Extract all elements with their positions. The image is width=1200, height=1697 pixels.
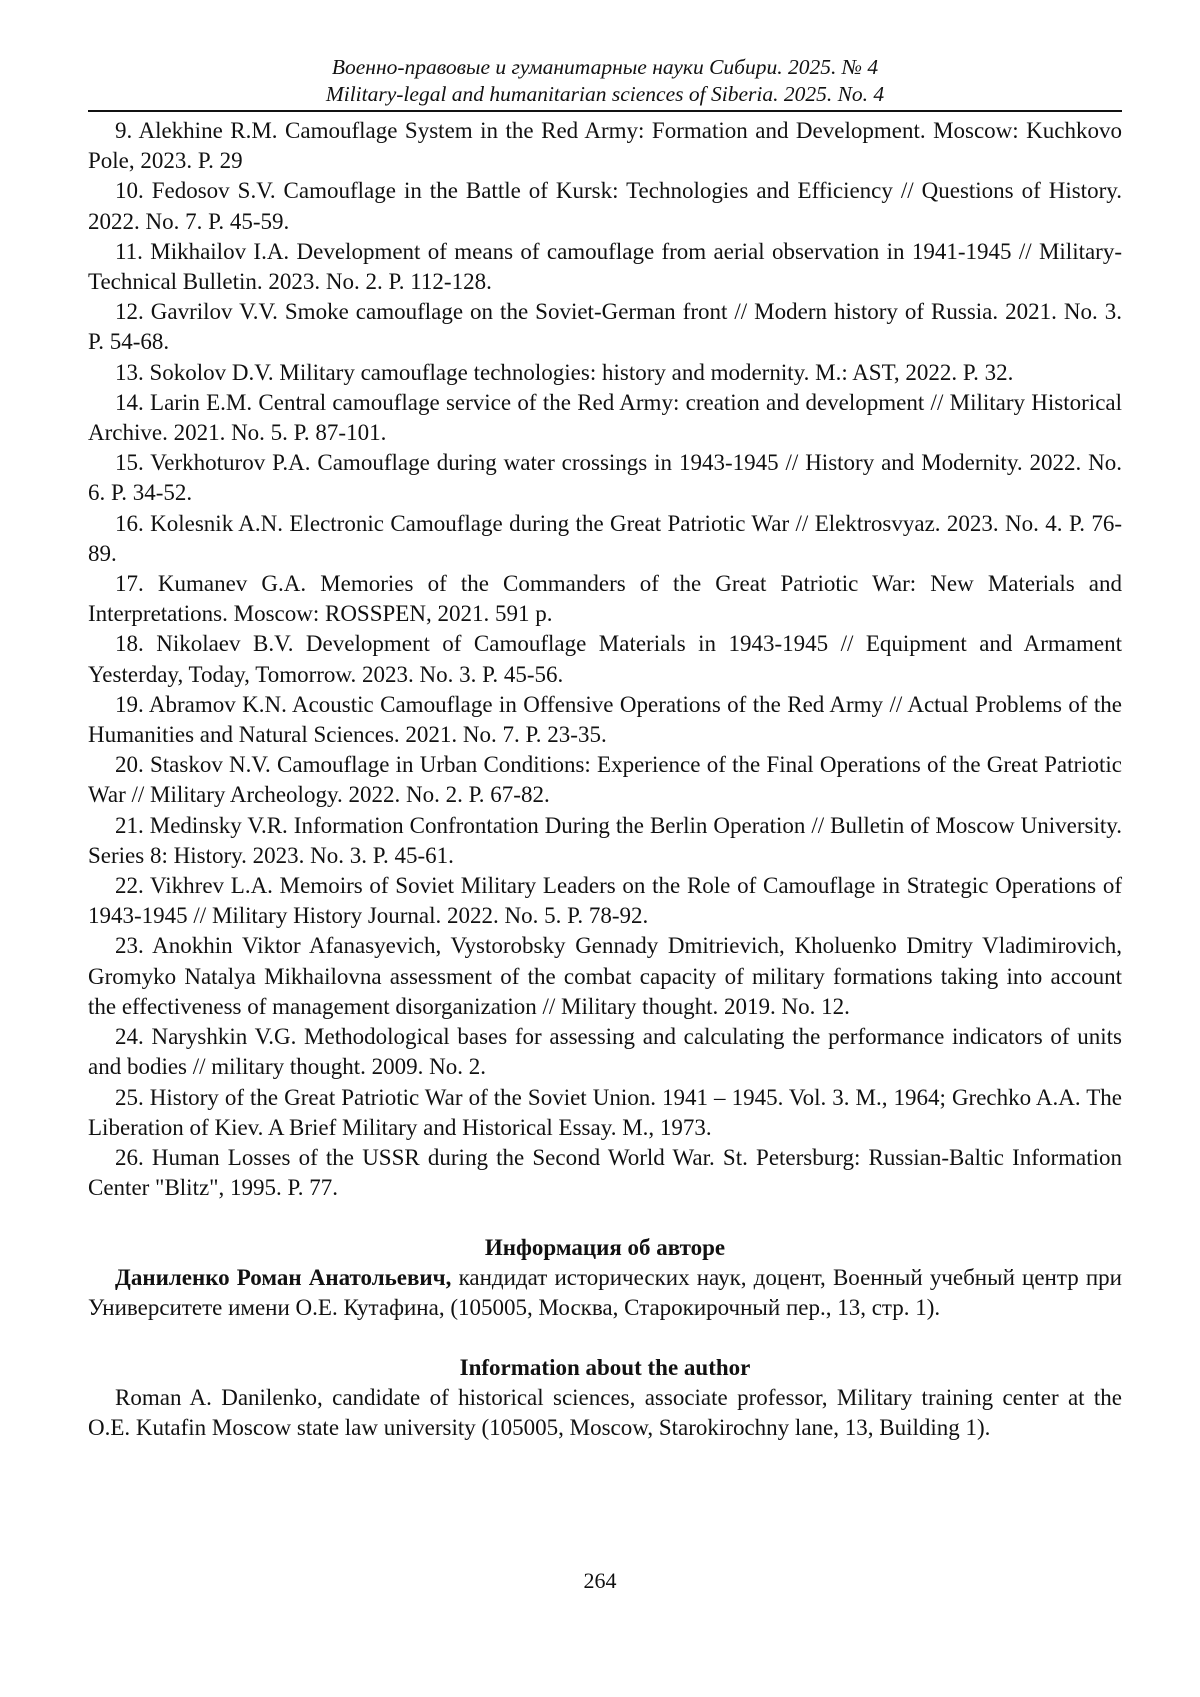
author-info-ru-heading: Информация об авторе [484,1235,726,1261]
reference-item: 26. Human Losses of the USSR during the Second World War. St. Petersburg: Russian-Baltic Information Center "Blitz", 1995. P. 77. [88,1144,1122,1201]
author-info-en-paragraph: Roman A. Danilenko, candidate of historical sciences, associate professor, Military training center at the O.E. Kutafin Moscow state law university (105005, Moscow, Starokirochny lane, 13, Building 1). [88,1385,1122,1441]
reference-list [88,116,1122,1203]
reference-item: 23. Anokhin Viktor Afanasyevich, Vystorobsky Gennady Dmitrievich, Kholuenko Dmitry Vladimirovich, Gromyko Natalya Mikhailovna assessment of the combat capacity of military formations taking into account the effectiveness of management disorganization // Military thought. 2019. No. 12. [88,933,1122,1019]
reference-item: 11. Mikhailov I.A. Development of means of camouflage from aerial observation in 1941-1945 // Military-Technical Bulletin. 2023. No. 2. P. 112-128. [88,238,1122,295]
reference-item: 9. Alekhine R.M. Camouflage System in the Red Army: Formation and Development. Moscow: Kuchkovo Pole, 2023. P. 29 [88,118,1122,174]
author-info-en-heading: Information about the author [459,1355,751,1381]
reference-item: 20. Staskov N.V. Camouflage in Urban Conditions: Experience of the Final Operations of the Great Patriotic War // Military Archeology. 2022. No. 2. P. 67-82. [88,752,1122,808]
page-number: 264 [583,1568,617,1593]
running-header [88,54,1122,108]
reference-item: 13. Sokolov D.V. Military camouflage technologies: history and modernity. M.: AST, 2022. P. 32. [115,359,1014,385]
reference-item: 19. Abramov K.N. Acoustic Camouflage in Offensive Operations of the Red Army // Actual Problems of the Humanities and Natural Sciences. 2021. No. 7. P. 23-35. [88,691,1122,748]
reference-item: 21. Medinsky V.R. Information Confrontation During the Berlin Operation // Bulletin of Moscow University. Series 8: History. 2023. No. 3. P. 45-61. [88,812,1122,868]
author-details-ru: кандидат исторических наук, доцент, Военный учебный центр при Университете имени О.Е. Кутафина, (105005, Москва, Старокирочный пер., 13, стр. 1). [88,1265,1122,1321]
reference-item: 18. Nikolaev B.V. Development of Camouflage Materials in 1943-1945 // Equipment and Armament Yesterday, Today, Tomorrow. 2023. No. 3. P. 45-56. [88,631,1122,687]
journal-title-ru: Военно-правовые и гуманитарные науки Сибири. 2025. № 4 [331,55,879,79]
author-info-en [88,1353,1122,1443]
page-body [88,54,1122,1443]
reference-item: 14. Larin E.M. Central camouflage service of the Red Army: creation and development // Military Historical Archive. 2021. No. 5. P. 87-101. [88,389,1122,446]
author-info-ru-paragraph [88,1263,1122,1323]
reference-item: 10. Fedosov S.V. Camouflage in the Battle of Kursk: Technologies and Efficiency // Questions of History. 2022. No. 7. P. 45-59. [88,178,1122,234]
author-info-ru [88,1233,1122,1323]
reference-item: 15. Verkhoturov P.A. Camouflage during water crossings in 1943-1945 // History and Modernity. 2022. No. 6. P. 34-52. [88,450,1122,506]
reference-item: 17. Kumanev G.A. Memories of the Commanders of the Great Patriotic War: New Materials and Interpretations. Moscow: ROSSPEN, 2021. 591 p. [88,571,1122,627]
reference-item: 25. History of the Great Patriotic War of the Soviet Union. 1941 – 1945. Vol. 3. M., 1964; Grechko A.A. The Liberation of Kiev. A Brief Military and Historical Essay. M., 1973. [88,1084,1122,1140]
reference-item: 16. Kolesnik A.N. Electronic Camouflage during the Great Patriotic War // Elektrosvyaz. 2023. No. 4. P. 76-89. [88,510,1122,566]
author-name-ru: Даниленко Роман Анатольевич, [115,1265,452,1291]
journal-title-en: Military-legal and humanitarian sciences of Siberia. 2025. No. 4 [325,82,885,106]
header-rule [88,110,1122,112]
reference-item: 12. Gavrilov V.V. Smoke camouflage on the Soviet-German front // Modern history of Russia. 2021. No. 3. P. 54-68. [88,299,1122,355]
reference-item: 22. Vikhrev L.A. Memoirs of Soviet Military Leaders on the Role of Camouflage in Strategic Operations of 1943-1945 // Military History Journal. 2022. No. 5. P. 78-92. [88,873,1122,929]
reference-item: 24. Naryshkin V.G. Methodological bases for assessing and calculating the performance indicators of units and bodies // military thought. 2009. No. 2. [88,1024,1122,1080]
